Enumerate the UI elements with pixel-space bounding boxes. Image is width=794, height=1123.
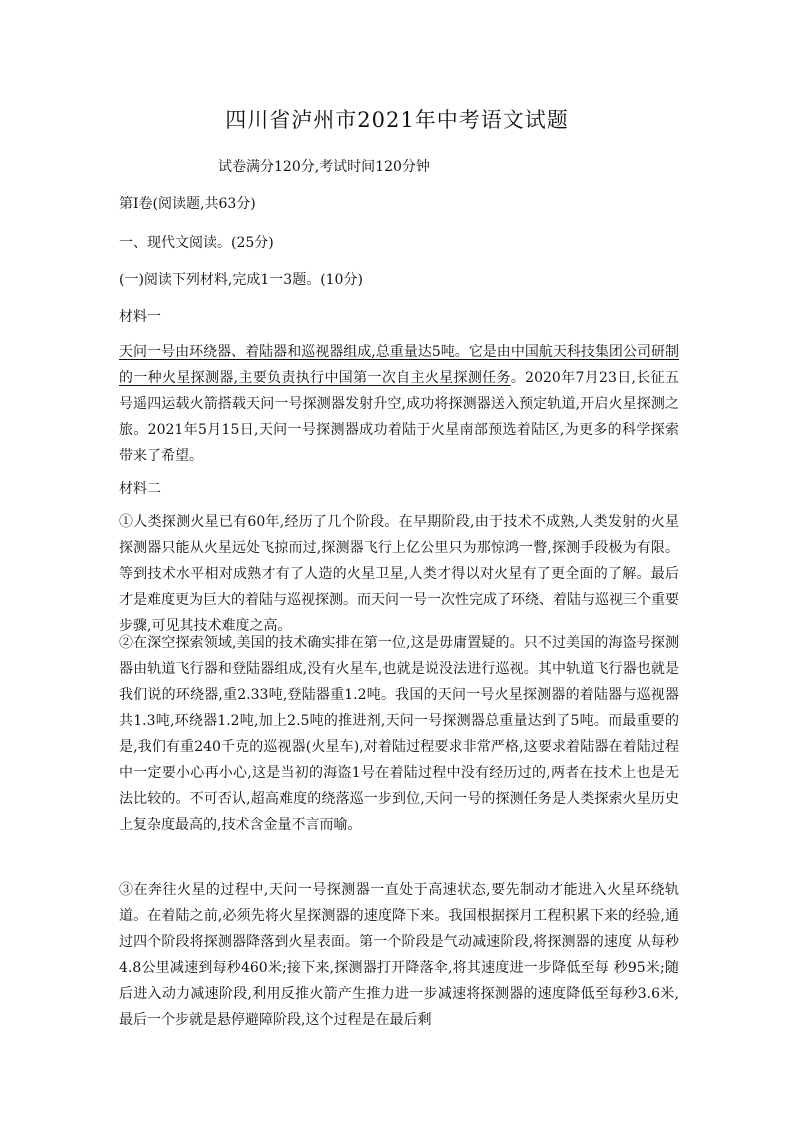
part-heading: 第Ⅰ卷(阅读题,共63分) [119,196,256,212]
underlined-passage: 天问一号由环绕器、着陆器和巡视器组成,总重量达5吨。它是由中国航天科技集团公司研制的一种火星探测器,主要负责执行中国第一次自主火星探测任务 [119,344,679,386]
paragraph-3: ③在奔往火星的过程中,天问一号探测器一直处于高速状态,要先制动才能进入火星环绕轨道。在着陆之前,必须先将火星探测器的速度降下来。我国根据探月工程积累下来的经验,通过四个阶段将探测器降落到火星表面。第一个阶段是气动减速阶段,将探测器的速度 从每秒4.8公里减速到每秒460米;接下来,探测器打开降落伞,将其速度进一步降低至每 秒95米;随后进入动力减速阶段,利用反推火箭产生推力进一步减速将探测器的速度降低至每秒3.6米,最后一个步就是悬停避障阶段,这个过程是在最后剩 [119,882,679,1028]
paragraph-1: ①人类探测火星已有60年,经历了几个阶段。在早期阶段,由于技术不成熟,人类发射的火星探测器只能从火星远处飞掠而过,探测器飞行上亿公里只为那惊鸿一瞥,探测手段极为有限。等到技术水平相对成熟才有了人造的火星卫星,人类才得以对火星有了更全面的了解。最后才是难度更为巨大的着陆与巡视探测。而天问一号一次性完成了环绕、着陆与巡视三个重要步骤,可见其技术难度之高。 [119,514,679,634]
material-one-rest: 。2020年7月23日,长征五号遥四运载火箭搭载天问一号探测器发射升空,成功将探测器送入预定轨道,开启火星探测之旅。2021年5月15日,天问一号探测器成功着陆于火星南部预选着陆区,为更多的科学探索带来了希望。 [119,370,679,464]
material-one-label: 材料一 [119,309,161,325]
subsection-heading: (一)阅读下列材料,完成1一3题。(10分) [119,272,363,288]
exam-info: 试卷满分120分,考试时间120分钟 [218,159,430,175]
material-two-label: 材料二 [119,481,161,497]
page-title: 四川省泸州市2021年中考语文试题 [225,108,569,132]
paragraph-2: ②在深空探索领域,美国的技术确实排在第一位,这是毋庸置疑的。只不过美国的海盗号探测器由轨道飞行器和登陆器组成,没有火星车,也就是说没法进行巡视。其中轨道飞行器也就是我们说的环绕器,重2.33吨,登陆器重1.2吨。我国的天问一号火星探测器的着陆器与巡视器共1.3吨,环绕器1.2吨,加上2.5吨的推进剂,天问一号探测器总重量达到了5吨。而最重要的是,我们有重240千克的巡视器(火星车),对着陆过程要求非常严格,这要求着陆器在着陆过程中一定要小心再小心,这是当初的海盗1号在着陆过程中没有经历过的,两者在技术上也是无法比较的。不可否认,超高难度的绕落巡一步到位,天问一号的探测任务是人类探索火星历史上复杂度最高的,技术含金量不言而喻。 [119,635,679,833]
material-one-paragraph [119,339,679,469]
section-heading: 一、现代文阅读。(25分) [119,235,274,251]
